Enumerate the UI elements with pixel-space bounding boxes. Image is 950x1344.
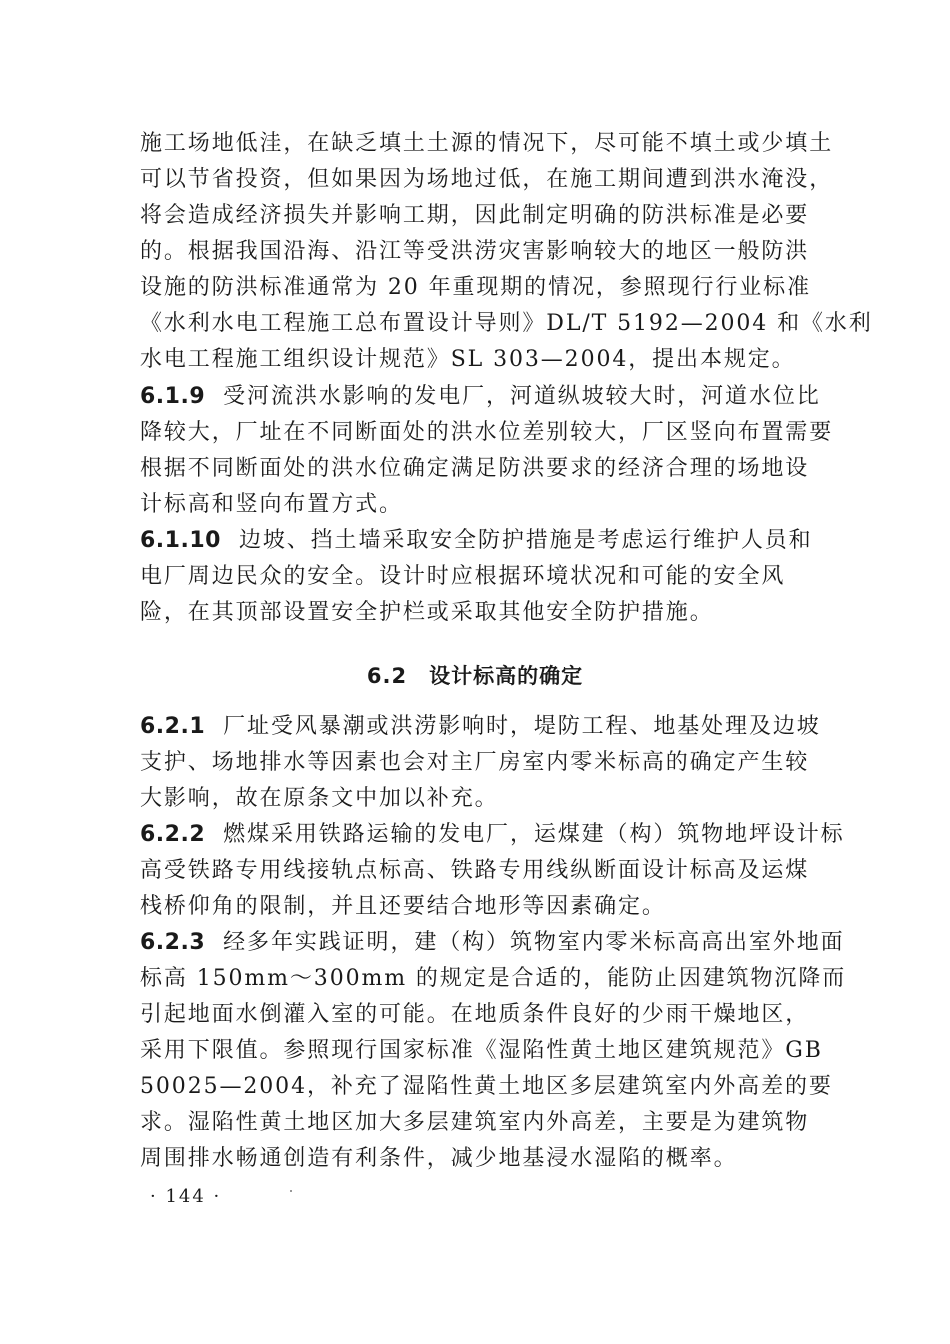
text-line: 大影响，故在原条文中加以补充。 [140,786,499,811]
text-line: 支护、场地排水等因素也会对主厂房室内零米标高的确定产生较 [140,750,810,775]
clause-text: 燃煤采用铁路运输的发电厂，运煤建（构）筑物地坪设计标 [223,822,845,847]
clause-6-2-2 [140,824,845,846]
clause-text: 受河流洪水影响的发电厂，河道纵坡较大时，河道水位比 [223,384,821,409]
clause-text: 经多年实践证明，建（构）筑物室内零米标高高出室外地面 [223,930,845,955]
text-line: 电厂周边民众的安全。设计时应根据环境状况和可能的安全风 [140,564,786,589]
text-line: 引起地面水倒灌入室的可能。在地质条件良好的少雨干燥地区， [140,1002,810,1027]
clause-text: 厂址受风暴潮或洪涝影响时，堤防工程、地基处理及边坡 [223,714,821,739]
text-line: 降较大，厂址在不同断面处的洪水位差别较大，厂区竖向布置需要 [140,420,834,445]
clause-6-2-1 [140,716,821,738]
clause-6-1-9 [140,386,821,408]
clause-6-1-10 [140,530,813,552]
section-title: 设计标高的确定 [429,664,584,688]
text-line: 险，在其顶部设置安全护栏或采取其他安全防护措施。 [140,600,714,625]
section-number: 6.2 [366,664,408,688]
text-line: 设施的防洪标准通常为 20 年重现期的情况，参照现行行业标准 [140,275,811,300]
text-line: 的。根据我国沿海、沿江等受洪涝灾害影响较大的地区一般防洪 [140,239,810,264]
text-line: 可以节省投资，但如果因为场地过低，在施工期间遭到洪水淹没， [140,167,834,192]
text-line: 根据不同断面处的洪水位确定满足防洪要求的经济合理的场地设 [140,456,810,481]
text-line: 计标高和竖向布置方式。 [140,492,403,517]
clause-number: 6.2.3 [140,930,206,955]
clause-text: 边坡、挡土墙采取安全防护措施是考虑运行维护人员和 [238,528,813,553]
scan-speck [290,1190,292,1192]
text-line: 求。湿陷性黄土地区加大多层建筑室内外高差，主要是为建筑物 [140,1110,810,1135]
section-heading [0,660,950,690]
text-line: 高受铁路专用线接轨点标高、铁路专用线纵断面设计标高及运煤 [140,858,810,883]
text-line: 50025—2004，补充了湿陷性黄土地区多层建筑室内外高差的要 [140,1074,833,1099]
text-line: 将会造成经济损失并影响工期，因此制定明确的防洪标准是必要 [140,203,810,228]
text-line: 施工场地低洼，在缺乏填土土源的情况下，尽可能不填土或少填土 [140,131,834,156]
page-number: · 144 · [150,1186,222,1207]
text-line: 周围排水畅通创造有利条件，减少地基浸水湿陷的概率。 [140,1146,738,1171]
text-line: 栈桥仰角的限制，并且还要结合地形等因素确定。 [140,894,666,919]
text-line: 《水利水电工程施工总布置设计导则》DL/T 5192—2004 和《水利 [140,311,873,336]
text-line: 采用下限值。参照现行国家标准《湿陷性黄土地区建筑规范》GB [140,1038,823,1063]
clause-number: 6.1.10 [140,528,221,553]
text-line: 水电工程施工组织设计规范》SL 303—2004，提出本规定。 [140,347,796,372]
text-line: 标高 150mm～300mm 的规定是合适的，能防止因建筑物沉降而 [140,966,847,991]
clause-6-2-3 [140,932,845,954]
clause-number: 6.2.2 [140,822,206,847]
clause-number: 6.2.1 [140,714,206,739]
clause-number: 6.1.9 [140,384,206,409]
